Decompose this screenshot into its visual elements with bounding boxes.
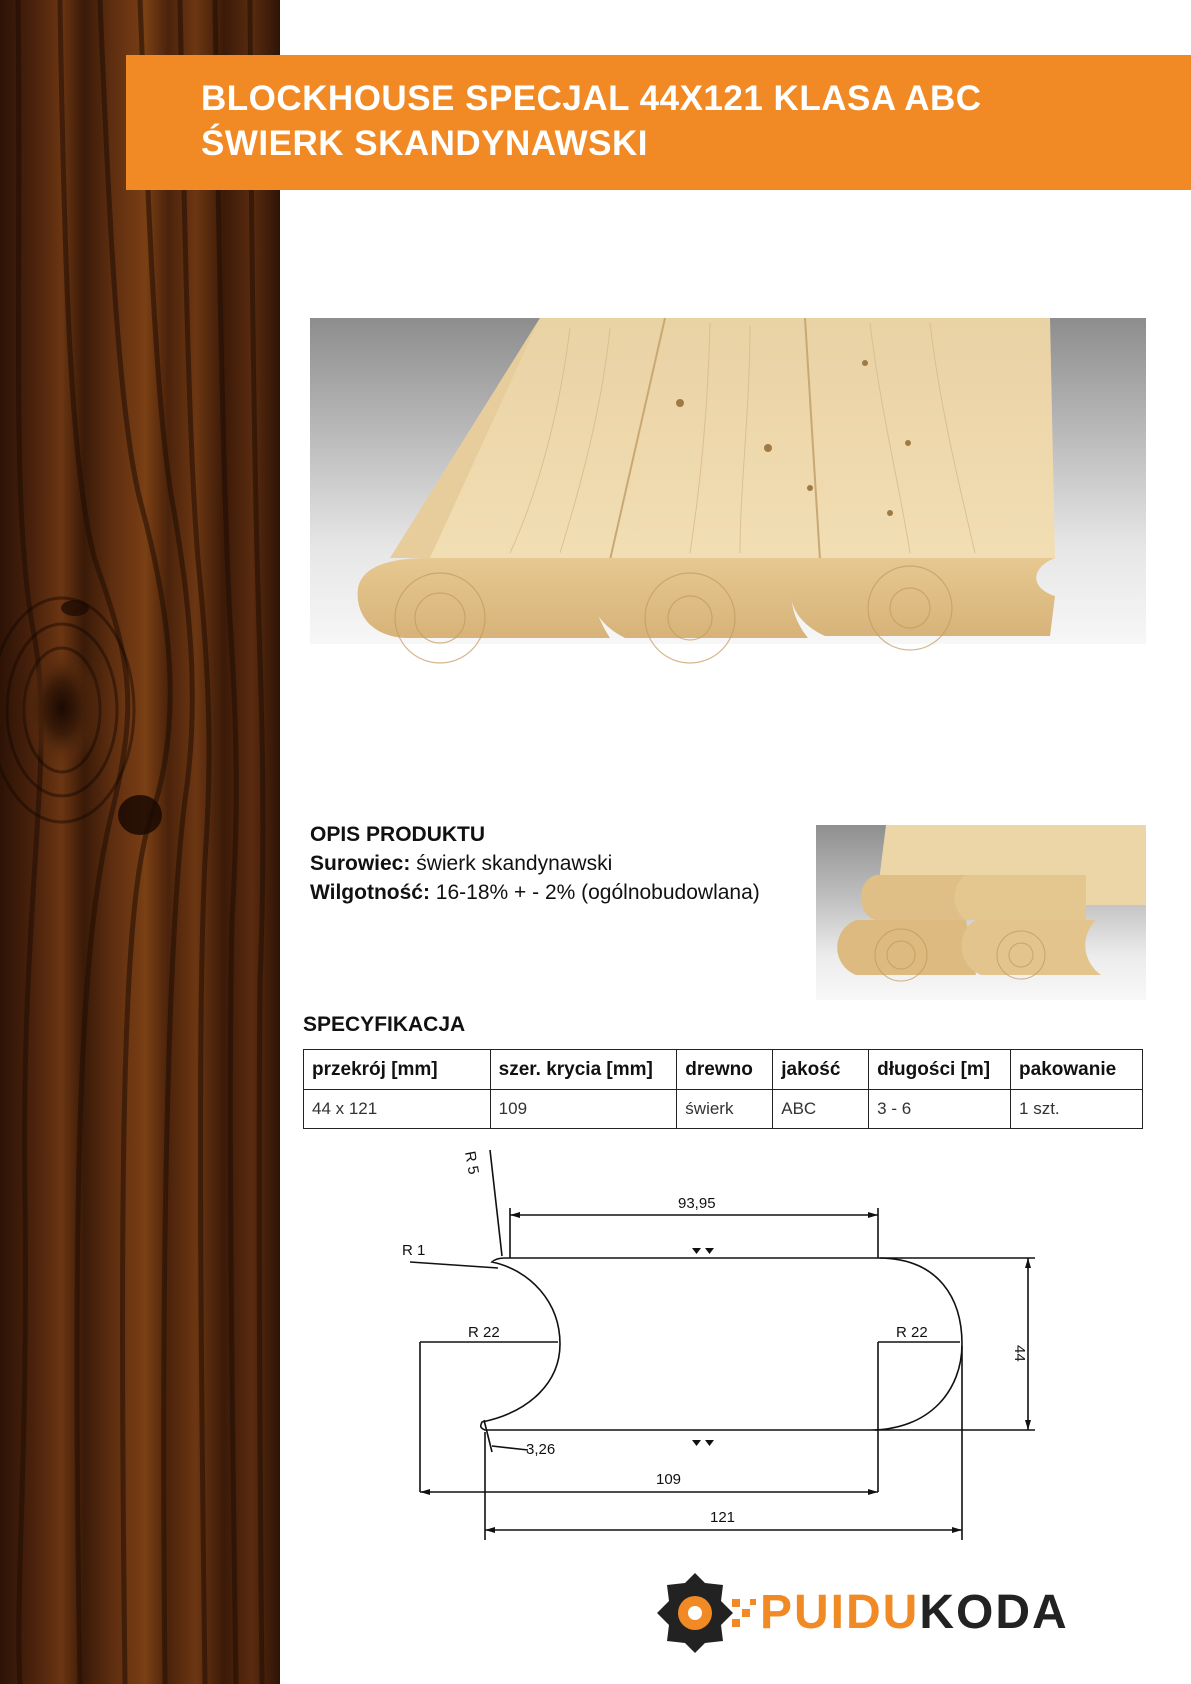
cell-lengths: 3 - 6 [869,1090,1011,1129]
description-heading: OPIS PRODUKTU [310,823,486,846]
product-photo-secondary [816,825,1146,1000]
column-header-cross-section: przekrój [mm] [304,1050,491,1090]
wood-texture-strip [0,0,280,1684]
title-line-2: ŚWIERK SKANDYNAWSKI [201,124,649,163]
label-r5: R 5 [461,1149,482,1176]
moisture-label: Wilgotność: [310,881,430,904]
cell-wood: świerk [677,1090,773,1129]
moisture-value: 16-18% + - 2% (ogólnobudowlana) [429,881,760,904]
cell-cover-width: 109 [490,1090,677,1129]
logo-text-koda: KODA [919,1586,1069,1639]
column-header-wood: drewno [677,1050,773,1090]
product-photo-main [310,318,1146,644]
cell-cross-section: 44 x 121 [304,1090,491,1129]
column-header-quality: jakość [773,1050,869,1090]
logo-text-puidu: PUIDU [760,1586,920,1639]
profile-technical-drawing [402,1149,1080,1550]
cell-quality: ABC [773,1090,869,1129]
label-r22-right: R 22 [896,1324,928,1341]
material-label: Surowiec: [310,852,411,875]
wood-grain-graphic [0,0,280,1684]
label-total-width: 121 [710,1509,736,1526]
profile-outline [481,1258,962,1430]
label-r1: R 1 [402,1242,426,1259]
title-banner [126,55,1191,190]
table-header-row [304,1050,1143,1090]
column-header-packaging: pakowanie [1011,1050,1143,1090]
sawblade-icon [650,1565,760,1660]
brand-logo [650,1565,1120,1660]
column-header-lengths: długości [m] [869,1050,1011,1090]
logo-wordmark [760,1585,1069,1640]
specification-title: SPECYFIKACJA [303,1013,466,1036]
specification-table [303,1049,1143,1129]
product-description [310,820,760,907]
title-line-1: BLOCKHOUSE SPECJAL 44X121 KLASA ABC [201,79,982,118]
label-r22-left: R 22 [468,1324,500,1341]
label-offset: 3,26 [526,1441,556,1458]
label-cover-width: 109 [656,1471,682,1488]
label-width-top: 93,95 [678,1195,716,1212]
label-height: 44 [1011,1345,1028,1362]
column-header-cover-width: szer. krycia [mm] [490,1050,677,1090]
cell-packaging: 1 szt. [1011,1090,1143,1129]
table-row [304,1090,1143,1129]
moisture-line [310,878,760,907]
material-line [310,849,760,878]
material-value: świerk skandynawski [410,852,613,875]
